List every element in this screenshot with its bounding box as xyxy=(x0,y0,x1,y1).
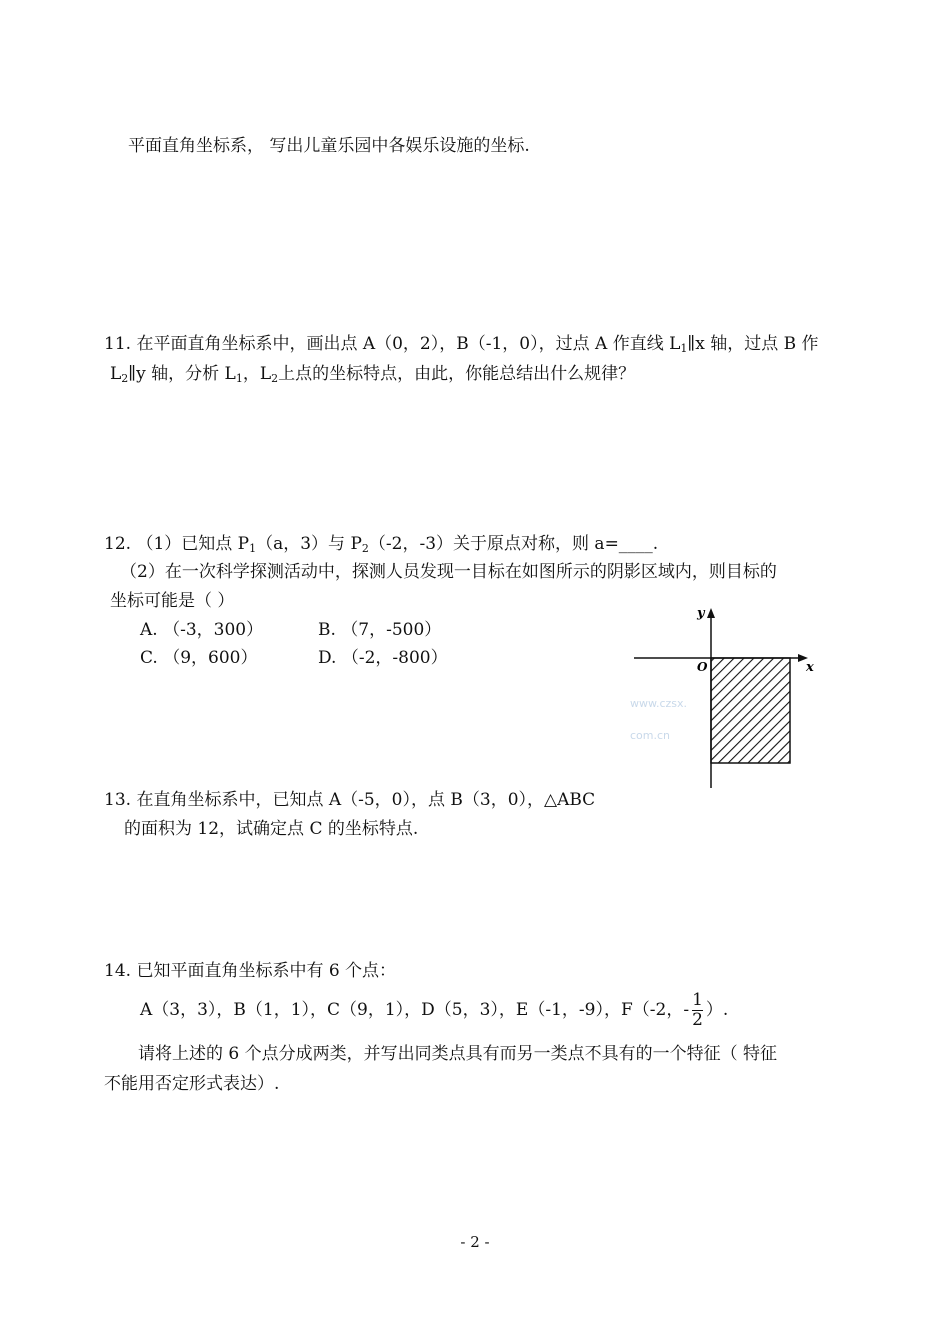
q13-line1: 13. 在直角坐标系中，已知点 A（-5，0），点 B（3，0），△ABC xyxy=(104,790,596,810)
q12-option-a: A. （-3，300） xyxy=(140,620,264,640)
q14-line3: 请将上述的 6 个点分成两类，并写出同类点具有而另一类点不具有的一个特征（ 特征 xyxy=(138,1044,778,1064)
q11-text: ∥y 轴，分析 L xyxy=(128,364,236,384)
fraction xyxy=(692,991,703,1030)
q11-text: ，L xyxy=(242,364,272,384)
q11-sub: 2 xyxy=(121,372,129,385)
q14-line4: 不能用否定形式表达）. xyxy=(104,1074,280,1094)
origin-label: O xyxy=(697,660,708,674)
q12-line3: 坐标可能是（ ） xyxy=(110,591,235,611)
watermark: www.czsx. xyxy=(630,697,688,710)
q11-text: L xyxy=(110,364,122,384)
q12-option-d: D. （-2，-800） xyxy=(318,648,448,668)
q12-text: （a，3）与 P xyxy=(256,534,362,554)
fraction-denominator: 2 xyxy=(692,1010,703,1030)
q11-text: 11. 在平面直角坐标系中，画出点 A（0，2），B（-1，0），过点 A 作直线 L xyxy=(104,334,681,354)
q14-points-text: A（3，3），B（1，1），C（9，1），D（5，3），E（-1，-9），F（-2，- xyxy=(140,1000,690,1020)
q12-option-c: C. （9，600） xyxy=(140,648,258,668)
q11-line1 xyxy=(104,333,819,360)
page-number: - 2 - xyxy=(460,1233,490,1251)
y-axis-label: y xyxy=(697,606,705,621)
q14-points-end: ）. xyxy=(705,1000,729,1020)
q11-text: ∥x 轴，过点 B 作 xyxy=(687,334,819,354)
fraction-numerator: 1 xyxy=(692,990,703,1010)
q11-text: 上点的坐标特点，由此，你能总结出什么规律？ xyxy=(278,364,636,384)
q11-line2 xyxy=(110,363,635,390)
q12-text: （-2，-3）关于原点对称，则 a=____. xyxy=(368,534,659,554)
q12-sub: 1 xyxy=(249,542,257,555)
q13-line2: 的面积为 12，试确定点 C 的坐标特点. xyxy=(124,819,419,839)
q11-sub: 1 xyxy=(680,342,688,355)
q11-sub: 1 xyxy=(235,372,243,385)
coordinate-figure xyxy=(630,603,830,793)
q12-option-b: B. （7，-500） xyxy=(318,620,442,640)
y-axis-arrow xyxy=(707,608,715,618)
q12-sub: 2 xyxy=(361,542,369,555)
q11-sub: 2 xyxy=(271,372,279,385)
intro-text: 平面直角坐标系， 写出儿童乐园中各娱乐设施的坐标. xyxy=(128,136,530,156)
q14-points xyxy=(140,990,728,1030)
watermark: com.cn xyxy=(630,729,671,742)
q12-line2: （2）在一次科学探测活动中，探测人员发现一目标在如图所示的阴影区域内，则目标的 xyxy=(120,562,777,582)
x-axis-label: x xyxy=(806,660,814,675)
shaded-region xyxy=(711,658,790,763)
q12-line1 xyxy=(104,533,658,560)
q14-line1: 14. 已知平面直角坐标系中有 6 个点： xyxy=(104,961,397,981)
q12-text: 12. （1）已知点 P xyxy=(104,534,250,554)
